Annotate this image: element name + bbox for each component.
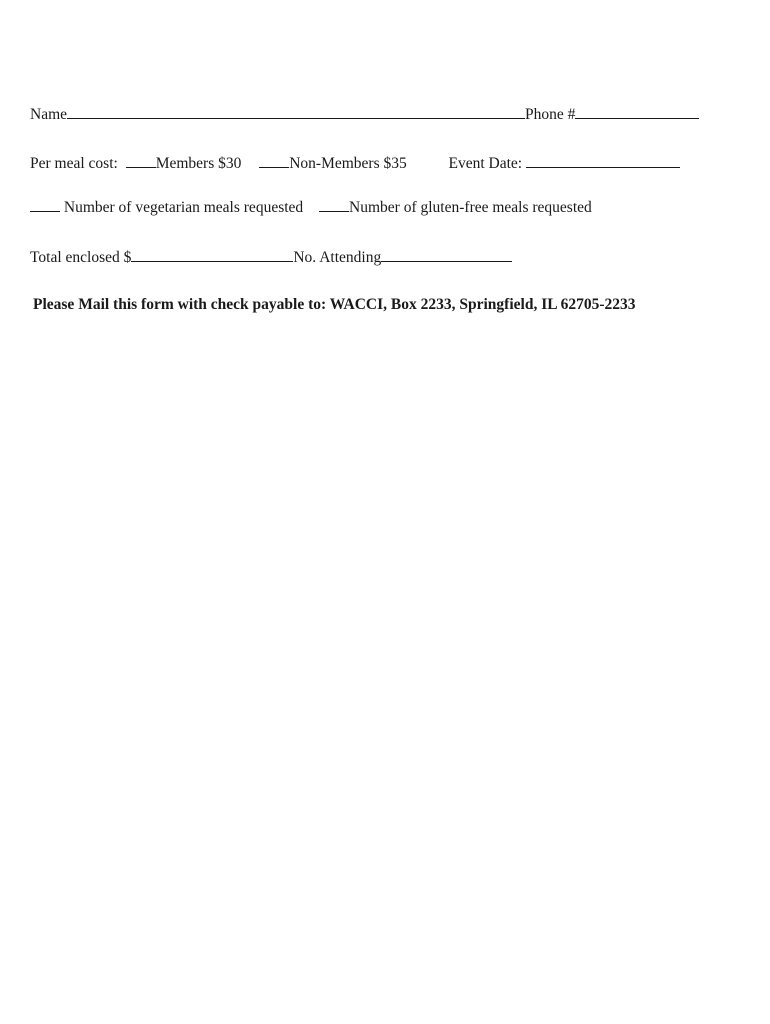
mail-instruction: Please Mail this form with check payable to: WACCI, Box 2233, Springfield, IL 62705-2233 [33,296,636,313]
attending-label: No. Attending [293,249,382,266]
total-row [30,249,512,267]
meal-cost-row [30,155,680,173]
name-field[interactable] [67,117,525,119]
total-field[interactable] [131,260,293,262]
total-label: Total enclosed $ [30,249,132,266]
phone-label: Phone # [525,106,576,123]
per-meal-label: Per meal cost: [30,155,118,172]
nonmembers-count-field[interactable] [259,166,289,168]
event-date-label: Event Date: [448,155,523,172]
attending-field[interactable] [381,260,512,262]
meal-requests-row [30,199,592,217]
glutenfree-label: Number of gluten-free meals requested [349,199,592,216]
name-label: Name [30,106,68,123]
nonmembers-label: Non-Members $35 [289,155,407,172]
name-phone-row [30,106,699,124]
vegetarian-label: Number of vegetarian meals requested [63,199,304,216]
vegetarian-count-field[interactable] [30,210,60,212]
event-date-field[interactable] [526,166,680,168]
glutenfree-count-field[interactable] [319,210,349,212]
members-count-field[interactable] [126,166,156,168]
members-label: Members $30 [155,155,242,172]
phone-field[interactable] [575,117,699,119]
